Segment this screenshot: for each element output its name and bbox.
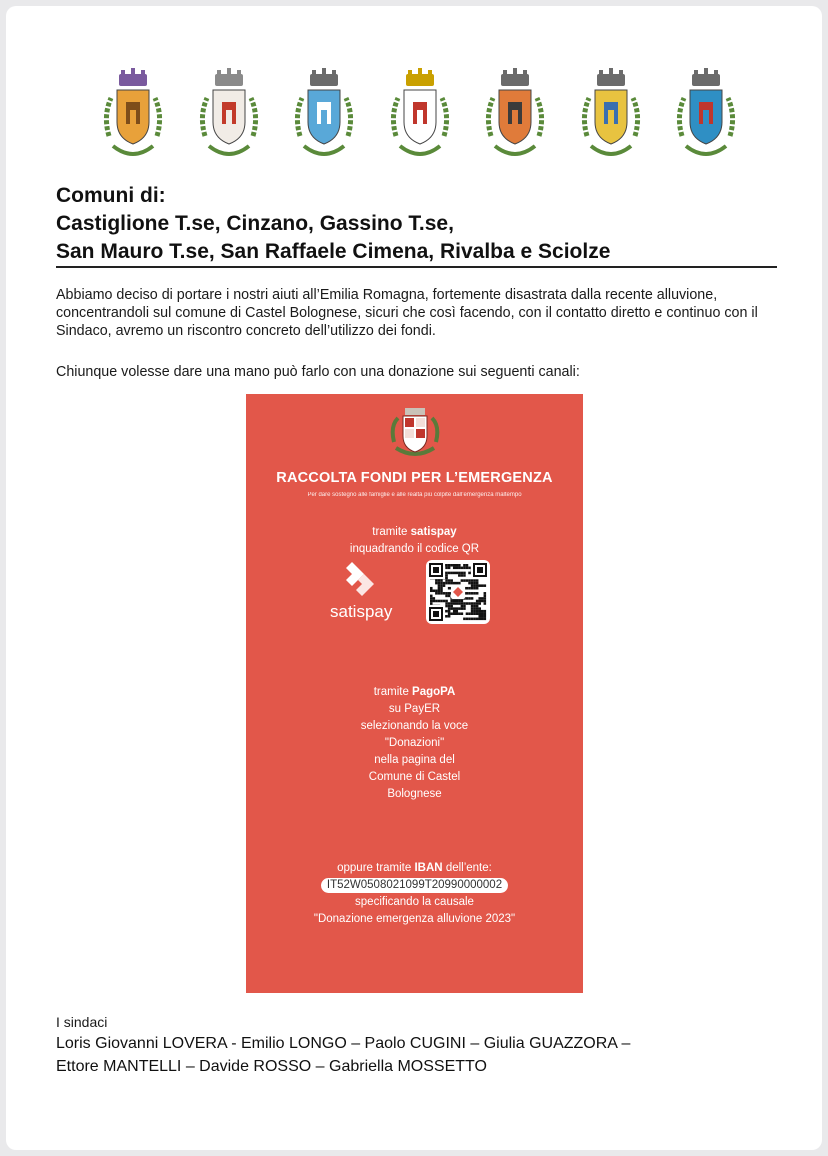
pagopa-line: "Donazioni" bbox=[384, 737, 445, 749]
satispay-logo-icon bbox=[334, 560, 384, 600]
qr-code[interactable] bbox=[426, 560, 490, 624]
satispay-brand: satispay bbox=[410, 526, 457, 538]
cinzano-crest-icon bbox=[197, 66, 261, 164]
document-page bbox=[6, 6, 822, 1150]
satispay-instructions bbox=[246, 524, 583, 558]
rivalba-crest-icon bbox=[579, 66, 643, 164]
gassino-crest-icon bbox=[292, 66, 356, 164]
iban-line3: specificando la causale bbox=[355, 896, 474, 908]
pagopa-line: Comune di Castel bbox=[368, 771, 461, 783]
satispay-prefix: tramite bbox=[372, 526, 408, 538]
fundraising-poster bbox=[246, 394, 583, 993]
iban-prefix: oppure tramite bbox=[337, 862, 412, 874]
sciolze-crest-icon bbox=[674, 66, 738, 164]
pagopa-prefix: tramite bbox=[373, 686, 409, 698]
pagopa-brand: PagoPA bbox=[412, 686, 456, 698]
title-line-2: Castiglione T.se, Cinzano, Gassino T.se, bbox=[56, 212, 454, 235]
pagopa-line: su PayER bbox=[388, 703, 441, 715]
pagopa-line: selezionando la voce bbox=[360, 720, 469, 732]
satispay-logo-word: satispay bbox=[330, 602, 393, 621]
channels-intro: Chiunque volesse dare una mano può farlo con una donazione sui seguenti canali: bbox=[56, 364, 580, 380]
intro-paragraph: Abbiamo deciso di portare i nostri aiuti all’Emilia Romagna, fortemente disastrata dalla recente alluvione, concentrandoli sul comune di Castel Bolognese, sicuri che così facendo, con il contatto diretto e continuo con il Sindaco, avremo un riscontro concreto dell’utilizzo dei fondi. bbox=[56, 287, 758, 339]
signatures-label: I sindaci bbox=[56, 1014, 108, 1030]
castiglione-crest-icon bbox=[101, 66, 165, 164]
iban-code: IT52W0508021099T20990000002 bbox=[321, 878, 508, 893]
title-line-3: San Mauro T.se, San Raffaele Cimena, Rivalba e Sciolze bbox=[56, 240, 611, 263]
pagopa-line: nella pagina del bbox=[374, 754, 455, 766]
pagopa-instructions bbox=[246, 684, 583, 803]
iban-suffix: dell’ente: bbox=[445, 862, 492, 874]
signatures-names bbox=[56, 1032, 796, 1078]
iban-line4: "Donazione emergenza alluvione 2023" bbox=[313, 913, 516, 925]
signatures-line-2: Ettore MANTELLI – Davide ROSSO – Gabriella MOSSETTO bbox=[56, 1058, 487, 1075]
title-line-1: Comuni di: bbox=[56, 184, 166, 207]
qr-code-icon bbox=[426, 560, 490, 624]
page-title bbox=[56, 182, 776, 266]
satispay-line2: inquadrando il codice QR bbox=[349, 543, 480, 555]
castel-bolognese-crest-icon bbox=[388, 404, 442, 462]
title-divider bbox=[56, 266, 777, 268]
san-mauro-crest-icon bbox=[388, 66, 452, 164]
pagopa-line: Bolognese bbox=[387, 788, 442, 800]
signatures-line-1: Loris Giovanni LOVERA - Emilio LONGO – Paolo CUGINI – Giulia GUAZZORA – bbox=[56, 1035, 631, 1052]
poster-subtitle: Per dare sostegno alle famiglie e alle realtà più colpite dall’emergenza maltempo bbox=[307, 492, 522, 498]
poster-title: RACCOLTA FONDI PER L’EMERGENZA bbox=[276, 470, 553, 486]
iban-instructions bbox=[246, 860, 583, 928]
san-raffaele-crest-icon bbox=[483, 66, 547, 164]
municipal-crests-row bbox=[101, 66, 741, 164]
iban-brand: IBAN bbox=[414, 862, 443, 874]
